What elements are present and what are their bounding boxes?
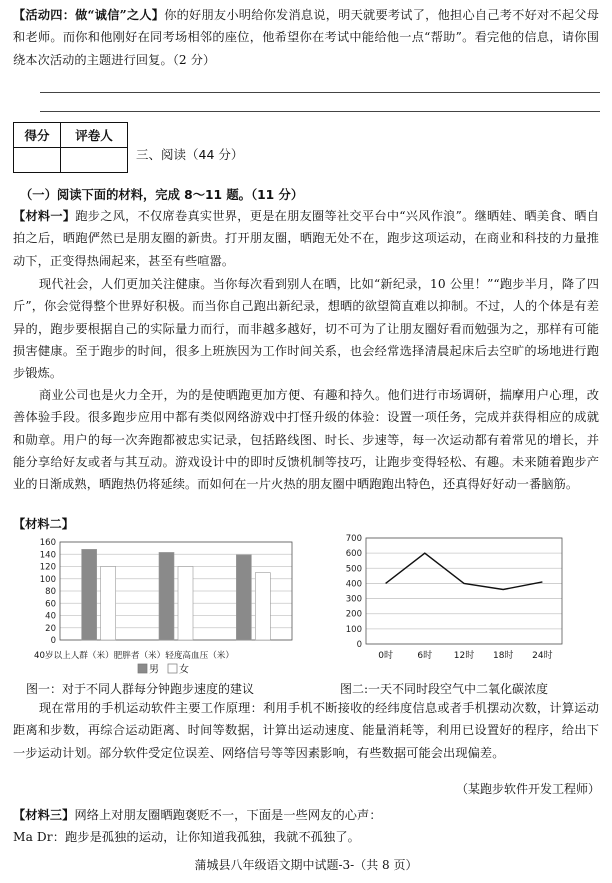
- material3-intro-text: 网络上对朋友圈晒跑褒贬不一，下面是一些网友的心声：: [74, 808, 382, 822]
- line-series: [386, 553, 543, 589]
- legend-label-female: 女: [179, 664, 189, 676]
- line-chart-xtick: 18时: [492, 651, 514, 661]
- line-chart-ytick: 500: [345, 564, 362, 575]
- activity4-text: 你的好朋友小明给你发消息说，明天就要考试了，他担心自己考不好对不起父母和老师。而你和他刚好在同考场相邻的座位，他希望你在考试中能给他一点“帮助”。看完他的信息，请你围绕本次活动的主题进行回复。（2 分）: [13, 8, 600, 67]
- line-chart-ytick: 100: [345, 624, 362, 635]
- bar-chart-category-labels: 40岁以上人群（米）肥胖者（米）轻度高血压（米）: [34, 651, 234, 661]
- section-title: 三、阅读（44 分）: [136, 147, 244, 162]
- bar-chart-ytick: 120: [39, 562, 56, 573]
- bar-chart-ytick: 100: [39, 574, 56, 585]
- bar-male: [236, 555, 251, 640]
- line-chart-co2: [336, 532, 596, 664]
- bar-female: [178, 567, 193, 641]
- page-footer: 蒲城县八年级语文期中试题-3-（共 8 页）: [194, 858, 418, 872]
- answer-line-1: [40, 92, 600, 93]
- bar-female: [101, 567, 116, 641]
- bar-chart-ytick: 40: [45, 611, 56, 622]
- line-chart-frame: [366, 538, 562, 644]
- bar-chart-ytick: 140: [39, 550, 56, 561]
- chart1-caption: 图一：对于不同人群每分钟跑步速度的建议: [26, 682, 255, 696]
- legend-swatch-female: [168, 664, 177, 673]
- line-chart-xtick: 6时: [417, 651, 433, 661]
- material3-quote: Ma Dr：跑步是孤独的运动，让你知道我孤独，我就不孤独了。: [13, 830, 360, 844]
- grader-cell[interactable]: [61, 148, 128, 173]
- bar-chart-ytick: 80: [45, 587, 56, 597]
- material3-intro: [13, 804, 599, 826]
- score-box: [13, 122, 128, 173]
- line-chart-xtick: 24时: [532, 651, 553, 661]
- score-cell[interactable]: [14, 148, 61, 173]
- activity4-label: 【活动四：做“诚信”之人】: [13, 8, 165, 22]
- grader-label: 评卷人: [61, 123, 128, 148]
- chart2-caption: 图二:一天不同时段空气中二氧化碳浓度: [340, 682, 549, 696]
- bar-chart-speed: [30, 536, 300, 676]
- bar-chart-ytick: 60: [45, 599, 56, 610]
- part1-title: （一）阅读下面的材料，完成 8～11 题。（11 分）: [20, 188, 304, 202]
- bar-female: [255, 573, 270, 640]
- material2-label: 【材料二】: [13, 517, 74, 531]
- material1-p2: 现代社会，人们更加关注健康。当你每次看到别人在晒，比如“新纪录，10 公里！”“跑步半月，降了四斤”，你会觉得整个世界好积极。而当你自己跑出新纪录，想晒的欲望简直难以抑制。不过，人的个体是有差异的，跑步要根据自己的实际量力而行，而非越多越好，切不可为了让朋友圈好看而勉强为之，那样有可能损害健康。至于跑步的时间，很多上班族因为工作时间关系，也会经常选择清晨起床后去空旷的场地进行跑步锻炼。: [13, 277, 599, 381]
- answer-line-2: [40, 111, 600, 112]
- line-chart-ytick: 700: [345, 534, 362, 544]
- legend-swatch-male: [138, 664, 147, 673]
- bar-chart-ytick: 0: [50, 636, 56, 646]
- legend-label-male: 男: [149, 664, 159, 676]
- material2-source: （某跑步软件开发工程师）: [455, 782, 600, 796]
- material1-p1: [13, 205, 599, 272]
- line-chart-xtick: 12时: [453, 651, 475, 661]
- line-chart-xtick: 0时: [378, 651, 393, 661]
- line-chart-ytick: 200: [345, 609, 362, 620]
- bar-male: [82, 549, 97, 640]
- line-chart-ytick: 600: [345, 549, 362, 560]
- material2-p1: 现在常用的手机运动软件主要工作原理：利用手机不断接收的经纬度信息或者手机摆动次数，计算运动距离和步数，再综合运动距离、时间等数据，计算出运动速度、能量消耗等，利用已设置好的程序，给出下一步运动计划。部分软件受定位误差、网络信号等等因素影响，有些数据可能会出现偏差。: [13, 701, 599, 760]
- activity4-question: [13, 4, 599, 71]
- bar-chart-ytick: 20: [45, 623, 56, 634]
- material3-label: 【材料三】: [13, 808, 75, 822]
- line-chart-ytick: 300: [345, 594, 362, 605]
- material1-p3: 商业公司也是火力全开，为的是使晒跑更加方便、有趣和持久。他们进行市场调研，揣摩用户心理，改善体验手段。很多跑步应用中都有类似网络游戏中打怪升级的体验：设置一项任务，完成并获得相应的成就和勋章。用户的每一次奔跑都被忠实记录，包括路线图、时长、步速等，每一次运动都有着常见的增长，并能分享给好友或者与其互动。游戏设计中的即时反馈机制等技巧，让跑步变得轻松、有趣。未来随着跑步产业的日渐成熟，晒跑热仍将延续。而如何在一片火热的朋友圈中晒跑跑出特色，还真得好好动一番脑筋。: [13, 388, 599, 492]
- bar-male: [159, 552, 174, 640]
- material1-p1-text: 跑步之风，不仅席卷真实世界，更是在朋友圈等社交平台中“兴风作浪”。继晒娃、晒美食、晒自拍之后，晒跑俨然已是朋友圈的新贵。打开朋友圈，晒跑无处不在，跑步这项运动，在商业和科技的力量推动下，正变得热闹起来，甚至有些喧嚣。: [13, 209, 600, 268]
- bar-chart-ytick: 160: [39, 538, 56, 548]
- score-label: 得分: [14, 123, 61, 148]
- material1-label: 【材料一】: [13, 209, 76, 223]
- line-chart-ytick: 400: [345, 579, 362, 590]
- line-chart-ytick: 0: [356, 640, 362, 650]
